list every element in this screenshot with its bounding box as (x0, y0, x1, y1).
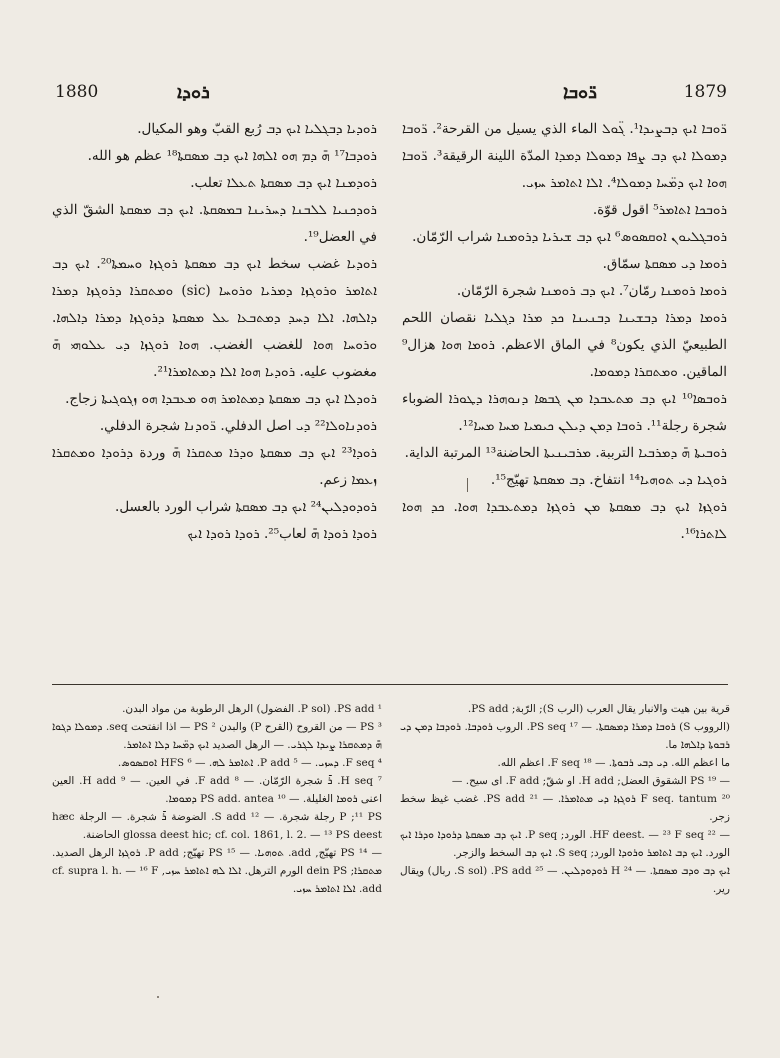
dictionary-entry: ܪܘܒܟܐ ܐܬܐܡܪ⁵ اقول قوّة. (592, 202, 727, 218)
dictionary-entry: ܪܘܕܢܐܘܠܐ²² ܕܝ اصل الدفلي. ܪ̈ܘܕܢܐ شجرة الدفلي. (99, 418, 377, 434)
dictionary-entry: ܪܘܓܝܐ ܕܝ ܬܘܗܝܐ¹⁴ انتفاخ. ܕܒ ܡܣܩܬܐ تهيّج¹⁵. (490, 472, 727, 488)
right-running-title: ܪ̈ܘܒܐ (562, 82, 597, 103)
footnote: ܐܝܟ ܕܒ ܘܕܒ ܡܣܩܬܐ. — ²⁴ H ܪܘܕܘܕܠܝܢ. — ²⁵ PS add. (S sol. ربال) ويقال رير. (400, 865, 730, 895)
dictionary-entry: ܪܘܕܘܕܠܝܢ²⁴ ܐܝܟ ܕܒ ܡܣܩܬܐ شراب الورد بالعسل. (115, 499, 377, 515)
dictionary-entry: ܪܘܕܐ ܪܘܕܐ ܗ̄ لعاب²⁵. ܪܘܕܐ ܪܘܕܐ ܐܝܟ (187, 526, 377, 542)
footnote: P ;¹¹ PS رجلة شجرة. — ¹² S add. الضوضة ܪ̄ شجرة. — الرجلة hæc glossa deest hic; cf. col. 1861, l. 2. — ¹³ PS deest الحاضنة. (52, 811, 383, 841)
left-page-number: 1880 (55, 82, 99, 102)
footnote: — ¹⁹ PS الشقوق العضل; H add. او شقّ; F add. اى سيح. — (451, 775, 730, 787)
footnote: (الرووب S) ܪܘܒܐ ܕܡܪܐ ܕܡܣܩܬܐ. — ¹⁷ PS seq. الروب ܪܘܕܒܐ. ܪܘܕܒܐ ܕܡܢ ܕܝ ܪܒܘܬܐ ܕܐܠܗܐ ما. (400, 721, 730, 751)
footnote: — ¹⁴ PS تهيّج, add. ܬܘܗܝܐ. — ¹⁵ PS تهيّج; P add. ܪܘܓܙܐ الرهل الصديد. ܡܬܩܪܐ; dein PS الورم الترهل. ܐܠܐ ܠܗ ܐܬܐܡܪ ܚܙܝ, cf. supra l. h. — ¹⁶ F add. ܐܠܐ ܐܬܐܡܪ ܚܙܝ. (52, 847, 382, 895)
footnote: ¹ PS add. (P sol. الفضول) الرهل الرطوبة من مواد البدن. (122, 703, 382, 715)
dictionary-entry: ܪܘܡܐ ܪܘܡܢܐ رمّان⁷. ܐܝܟ ܕܒ ܪܘܡܢܐ شجرة الرّمّان. (456, 283, 727, 299)
page-header (55, 82, 727, 106)
dictionary-entry: ܪܘܡܐ ܕܝ ܡܣܩܬܐ سمّاق. (602, 256, 727, 272)
footnote: ²⁰ F seq. tantum ܪܘܓܙܐ ܕܝ ܡܬܐܡܪܐ. — ²¹ PS add. غضب غيظ سخط زجر. (400, 793, 730, 823)
footnote: — ²² HF deest. — ²³ F seq. الورد; P seq. ܐܝܟ ܕܒ ܡܣܩܬܐ ܕܪܘܕܐ ܘܕܪܐ ܐܝܟ الورد. ܐܝܟ ܕܒ ܐܬܐܡܪ ܘܪܘܕܐ الورد; S seq. ܐܝܟ ܕܒ السخط والزجر. (400, 829, 730, 859)
footnotes-right-column (400, 700, 730, 898)
footnote: ⁴ F seq. ܕܚܙܝ. — ⁵ P add. ܐܬܐܡܪ ܠܗ. — ⁶ HFS ܐܘܩܣܘܣ. (117, 757, 382, 769)
dictionary-entry: ܪܘܕܒܐ¹⁷ ܗ̄ ܕܡ ܗܘ ܐܠܗܐ ܐܝܟ ܕܒ ܡܣܩܬܐ¹⁸ عظم هو الله. (87, 148, 377, 164)
dictionary-entry: ܪܘܕܟܢܝܐ ܠܠܒܢܐ ܕܚܪܝܢܐ ܒܡܣܩܬܐ. ܐܝܟ ܕܒ ܡܣܩܬܐ الشقّ الذي في العضل¹⁹. (52, 202, 377, 245)
footnote: ⁷ H seq. ܪ̄ شجرة الرّمّان. — ⁸ F add. في العين. — ⁹ H add. العين اعنى ܪܘܡܐ الغليلة. — ¹⁰ PS add. antea ܕܡܘܡܐ. (52, 775, 382, 805)
dictionary-entry: ܪܘܕܐ²³ ܐܝܟ ܕܒ ܡܣܩܬܐ ܘܕܪܐ ܡܬܩܪܐ ܗ̄ وردة ܕܪܘܕܐ ܘܡܬܩܪܐ ܙܥܡܐ زعم. (52, 445, 377, 488)
dictionary-entry: ܪܘܓܙܐ ܐܝܟ ܕܒ ܡܣܩܬܐ ܡܢ ܪܘܓܙܐ ܕܡܬܥܒܕܐ ܗܘܐ. ܟܕ ܗܘܐ ܠܐܬܪܐ¹⁶. (402, 499, 727, 542)
left-column (52, 116, 377, 548)
dictionary-entry: ܪܘܕܠܐ ܐܝܟ ܕܒ ܡܣܩܬܐ ܕܡܬܐܡܪ ܗܘ ܡܥܒܕܐ ܗܘ ܙܓܘܓܝܬܐ زجاج. (65, 391, 377, 407)
dictionary-entry: ܪܘܕܝܐ ܕܒܓܠܝܐ ܐܝܟ ܕܒ رُبع القبّ وهو المكيال. (137, 121, 377, 137)
dictionary-entry: ܪܘܒܓܠܝܘܢ ܐܘܩܣܘܣ⁶ ܐܝܟ ܕܒ ܫܝܪܝܐ ܕܪܘܡܢܐ شراب الرّمّان. (412, 229, 727, 245)
footnote: ما اعظم الله. ܕܝ ܕܒܝ ܪܒܘܬܐ. — ¹⁸ F seq. اعظم الله. (497, 757, 730, 769)
footnote: قرية بين هيت والانبار يقال العرب (الرب S); الرّبة; PS add. (467, 703, 730, 715)
dictionary-entry: ܪܘܒܣܐ¹⁰ ܐܝܟ ܕܒ ܡܬܥܒܕܐ ܡܢ ܓܒܣܐ ܕܢܘܗܪܐ ܕܛܘܪܐ الضوباء شجرة رجلة¹¹. ܪܘܒܐ ܕܡܢ ܕܝܠܢ ܟܝܡܝܐ ܡܚܐ ܡܚܐ¹². (402, 391, 727, 434)
right-page-number: 1879 (683, 82, 727, 102)
footnote-divider (52, 684, 728, 685)
paper-speck (157, 996, 159, 998)
dictionary-entry: ܪܘܒܝܬܐ ܗ̄ ܕܡܪܒܝܐ الترببة. ܡܪܒܝܢܝܬܐ الحاضنة¹³ المرتبة الداية. (404, 445, 727, 461)
dictionary-entry: ܪܘܡܐ ܕܡܪܐ ܕܒܫܝܢܐ ܕܒܢܝܢܐ ܟܕ ܡܪܐ ܕܓܠܝܐ نقصان اللحم الطبيعيّ الذي يكون⁸ في الماق الاعظم. ܪܘܡܐ ܗܘܐ هزال⁹ الماقين. ܘܡܬܩܪܐ ܕܡܘܡܐ. (402, 310, 727, 380)
dictionary-entry: ܪܘܕܝܐ غضب سخط ܐܝܟ ܕܒ ܡܣܩܬܐ ܪܘܓܙܐ ܘܚܡܬܐ²⁰. ܐܝܟ ܕܒ ܐܬܐܡܪ ܘܪܘܓܙܐ ܕܡܪܝܐ ܘܪܘܚܐ (sic) ܘܡܬܩܪܐ ܕܪܘܓܙܐ ܕܡܪܐ ܕܐܠܗܐ. ܐܠܐ ܕܚܕ ܕܡܬܒܥܐ ܥܠ ܡܣܩܬܐ ܕܪܘܓܙܐ ܕܡܪܐ ܕܐܠܗܐ. ܘܪܘܚܐ ܗܘܐ للغضب الغضب. ܗܘܐ ܪܘܓܙܐ ܕܝ ܥܠܘܗܝ ܗ̄ مغضوب عليه. ܪܘܕܝܐ ܗܘܐ ܐܠܐ ܕܡܬܐܡܪܐ²¹. (52, 256, 378, 380)
dictionary-entry: ܪܘܕܡܢܐ ܐܝܟ ܕܒ ܡܣܩܬܐ ܬܥܠܐ تعلب. (190, 175, 377, 191)
footnotes-left-column (52, 700, 382, 898)
footnote: ³ PS — من القروح (القرح P) والبدن ² PS — اذا انفتحت seq. ܕܡܘܠܐ ܕܓܘܐ ܗ̄ ܕܡܬܩܪܐ ܨܝܕܐ ܠܓܪܝ. — الرهل الصديد ܐܝܟ ܕܡ̈ܚܐ ܕܠܐ ܐܬܐܡܪ. (52, 721, 382, 751)
right-column (402, 116, 727, 548)
left-running-title: ܪܘܕܐ (177, 82, 210, 103)
paper-speck (467, 478, 468, 492)
dictionary-entry: ܪ̈ܘܒܐ ܐܝܟ ܕܒܨܝܕܐ¹. ܓ̈ܘܠ الماء الذي يسيل من القرحة². ܪ̈ܘܒܐ ܕܡܘܠܐ ܐܝܟ ܕܒ ܨܦܐ ܕܡܘܠܐ ܕܡܕܐ المدّة اللينة الرقيقة³. ܪ̈ܘܒܐ ܗܘܐ ܐܝܟ ܕܡ̈ܚܐ ܕܡܘܠܐ⁴. ܐܠܐ ܐܬܐܡܪ ܚܙܝ. (402, 121, 727, 191)
